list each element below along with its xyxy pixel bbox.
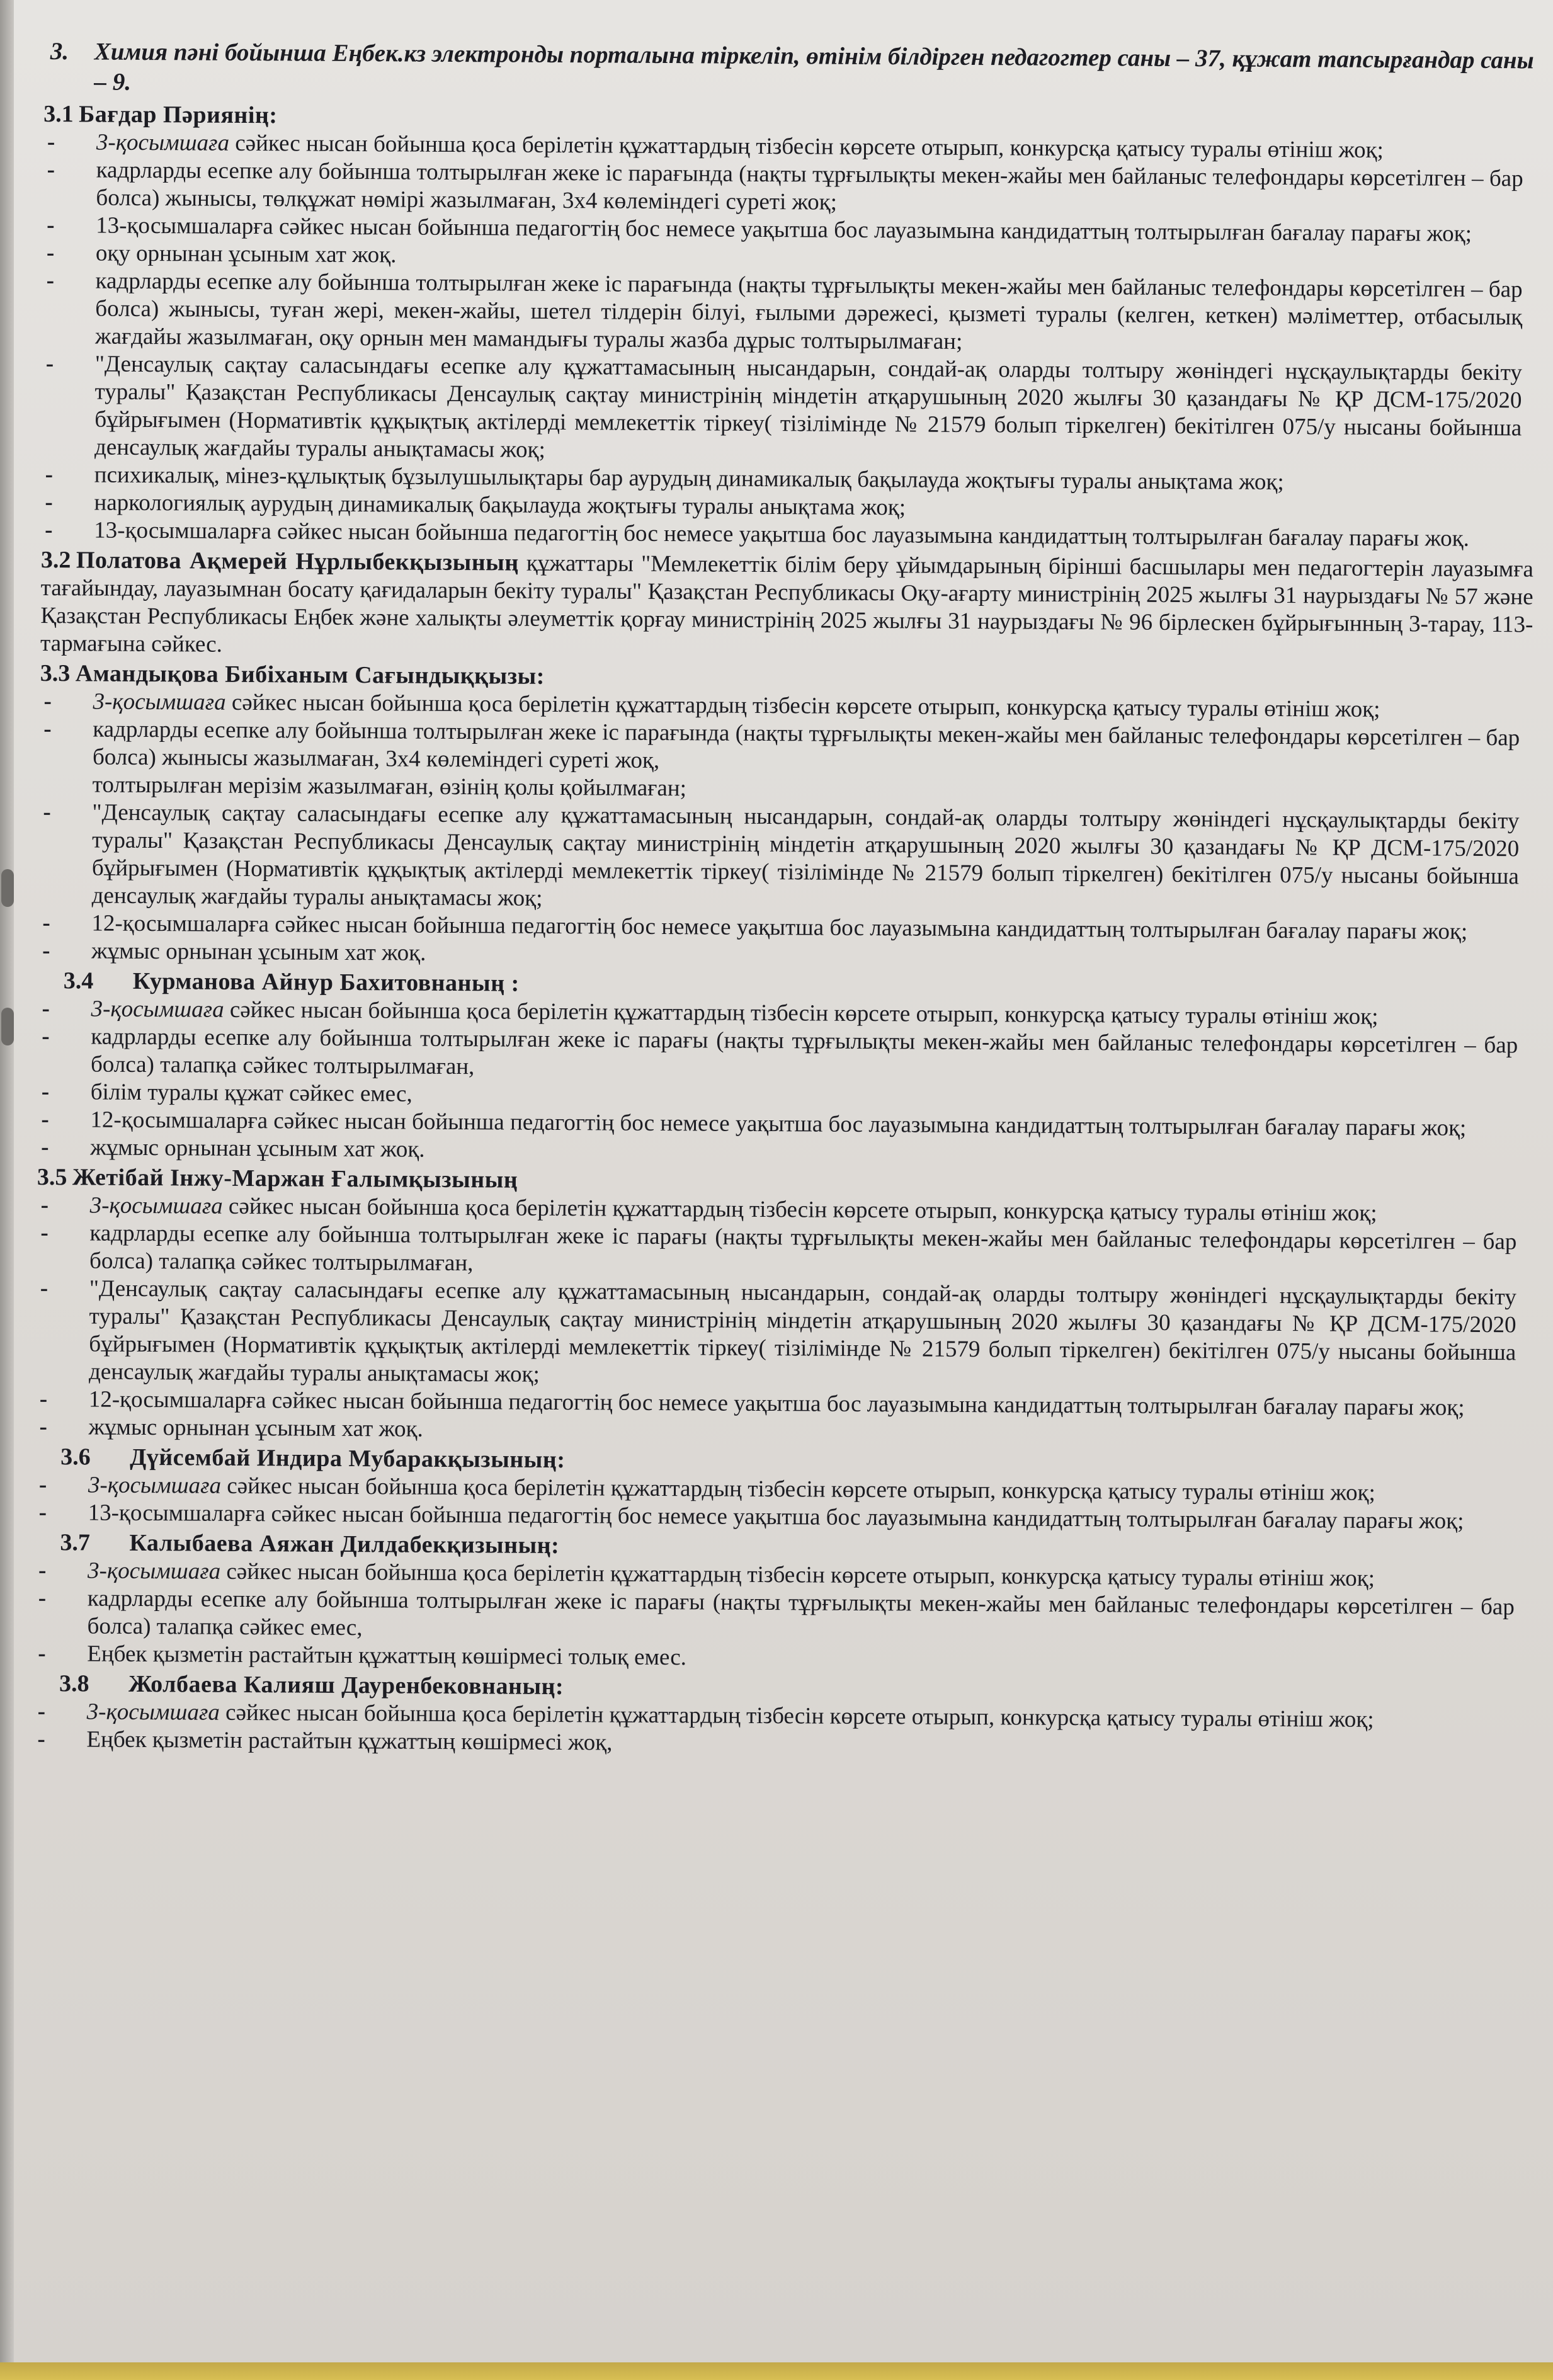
bullet-dash-icon: - xyxy=(40,1220,48,1246)
item-text: оқу орнынан ұсыным хат жоқ. xyxy=(95,240,397,268)
bullet-dash-icon: - xyxy=(47,157,55,183)
bullet-dash-icon: - xyxy=(46,240,55,266)
bullet-dash-icon: - xyxy=(45,517,53,544)
section-number: 3.8 xyxy=(59,1670,89,1697)
person-name: Жетібай Інжу-Маржан Ғалымқызының xyxy=(72,1164,518,1193)
heading-number: 3. xyxy=(50,38,69,65)
item-lead: 3-қосымшаға xyxy=(93,688,226,715)
list-item xyxy=(37,1219,1529,1284)
item-text: кадрларды есепке алу бойынша толтырылған жеке іс парағында (нақты тұрғылықты мекен-жайы мен байланыс телефондары көрсетілген – бар болса) жынысы жазылмаған, 3х4 көлеміндегі суреті жоқ, xyxy=(92,716,1520,773)
item-lead: 3-қосымшаға xyxy=(88,1472,222,1499)
bullet-dash-icon: - xyxy=(38,1557,47,1584)
section-block xyxy=(38,659,1533,974)
item-text: 12-қосымшаларға сәйкес нысан бойынша педагогтің бос немесе уақытша бос лауазымына кандидаттың толтырылған бағалау парағы жоқ; xyxy=(88,1386,1465,1421)
section-block xyxy=(37,966,1531,1170)
bullet-dash-icon: - xyxy=(42,910,50,937)
bullet-dash-icon: - xyxy=(47,212,55,239)
section-number: 3.2 xyxy=(40,546,71,574)
section-block xyxy=(34,1528,1527,1677)
item-text: жұмыс орнынан ұсыным хат жоқ. xyxy=(91,938,426,966)
document-body xyxy=(33,37,1537,1762)
section-number: 3.6 xyxy=(60,1443,91,1471)
bullet-dash-icon: - xyxy=(45,351,54,377)
item-text: сәйкес нысан бойынша қоса берілетін құжаттардың тізбесін көрсете отырып, конкурсқа қатысу туралы өтініш жоқ; xyxy=(222,1193,1377,1226)
item-text: кадрларды есепке алу бойынша толтырылған жеке іс парағы (нақты тұрғылықты мекен-жайы мен байланыс телефондары көрсетілген – бар болса) талапқа сәйкес емес, xyxy=(87,1585,1515,1641)
item-text: 12-қосымшаларға сәйкес нысан бойынша педагогтің бос немесе уақытша бос лауазымына кандидаттың толтырылған бағалау парағы жоқ; xyxy=(90,1107,1467,1141)
item-text: кадрларды есепке алу бойынша толтырылған жеке іс парағында (нақты тұрғылықты мекен-жайы мен байланыс телефондары көрсетілген – бар болса) жынысы, төлқұжат нөмірі жазылмаған, 3х4 көлеміндегі суреті жоқ; xyxy=(96,157,1523,215)
list-item xyxy=(43,156,1535,220)
section-number: 3.4 xyxy=(63,967,94,994)
item-text: білім туралы құжат сәйкес емес, xyxy=(90,1079,412,1107)
bullet-dash-icon: - xyxy=(38,1640,46,1667)
item-text: жұмыс орнынан ұсыным хат жоқ. xyxy=(90,1134,425,1163)
list-item xyxy=(38,1023,1530,1087)
item-text: Еңбек қызметін растайтын құжаттың көшірмесі жоқ, xyxy=(86,1726,613,1756)
list-item xyxy=(40,715,1532,780)
bullet-dash-icon: - xyxy=(43,688,52,715)
page-bottom-edge xyxy=(0,2362,1553,2380)
item-text: наркологиялық аурудың динамикалық бақылауда жоқтығы туралы анықтама жоқ; xyxy=(94,489,906,521)
binder-edge xyxy=(0,0,14,2380)
bullet-dash-icon: - xyxy=(37,1726,45,1753)
item-text: сәйкес нысан бойынша қоса берілетін құжаттардың тізбесін көрсете отырып, конкурсқа қатысу туралы өтініш жоқ; xyxy=(220,1472,1375,1506)
item-text: "Денсаулық сақтау саласындағы есепке алу құжаттамасының нысандарын, сондай-ақ оларды толтыру жөніндегі нұсқаулықтарды бекіту туралы" Қазақстан Республикасы Денсаулық сақтау министрінің міндетін атқарушының 2020 жылғы 30 қазандағы № ҚР ДСМ-175/2020 бұйрығымен (Нормативтік құқықтық актілерді мемлекеттік тіркеу( тізілімінде № 21579 болып тіркелген) бекітілген 075/у нысаны бойынша денсаулық жағдайы туралы анықтамасы жоқ; xyxy=(88,1275,1516,1387)
item-text: Еңбек қызметін растайтын құжаттың көшірмесі толық емес. xyxy=(87,1641,687,1671)
item-text: жұмыс орнынан ұсыным хат жоқ. xyxy=(88,1414,423,1442)
item-text: сәйкес нысан бойынша қоса берілетін құжаттардың тізбесін көрсете отырып, конкурсқа қатысу туралы өтініш жоқ; xyxy=(220,1558,1375,1591)
heading-text: Химия пәні бойынша Еңбек.кз электронды порталына тіркеліп, өтінім білдірген педагогтер саны – 37, құжат тапсырғандар саны – 9. xyxy=(94,38,1534,96)
list-item xyxy=(42,350,1535,470)
bullet-dash-icon: - xyxy=(40,1192,49,1219)
list-item xyxy=(42,267,1535,359)
item-lead: 3-қосымшаға xyxy=(91,996,224,1023)
section-number: 3.1 xyxy=(43,100,74,128)
item-text: психикалық, мінез-құлықтық бұзылушылықтары бар аурудың динамикалық бақылауда жоқтығы туралы анықтама жоқ; xyxy=(94,462,1284,496)
person-name: Амандықова Бибіханым Сағындыққызы: xyxy=(75,660,545,690)
bullet-dash-icon: - xyxy=(41,1079,50,1105)
bullet-dash-icon: - xyxy=(40,1275,48,1302)
section-block xyxy=(33,1669,1527,1762)
bullet-dash-icon: - xyxy=(46,268,55,294)
person-name: Калыбаева Аяжан Дилдабекқизының: xyxy=(129,1529,560,1559)
person-name: Дүйсембай Индира Мубаракқызының: xyxy=(130,1443,566,1474)
bullet-dash-icon: - xyxy=(37,1698,46,1725)
bullet-dash-icon: - xyxy=(45,462,54,488)
bullet-dash-icon: - xyxy=(41,1134,49,1161)
person-name: Бағдар Пәриянің: xyxy=(79,101,278,129)
list-item xyxy=(34,1585,1527,1649)
bullet-dash-icon: - xyxy=(42,938,50,964)
item-text: 13-қосымшаларға сәйкес нысан бойынша педагогтің бос немесе уақытша бос лауазымына кандидаттың толтырылған бағалау парағы жоқ; xyxy=(96,212,1472,247)
item-continuation: толтырылған мерізім жазылмаған, өзінің қолы қойылмаған; xyxy=(92,772,687,802)
item-text: сәйкес нысан бойынша қоса берілетін құжаттардың тізбесін көрсете отырып, конкурсқа қатысу туралы өтініш жоқ; xyxy=(219,1699,1374,1733)
item-lead: 3-қосымшаға xyxy=(87,1557,221,1585)
item-text: 13-қосымшаларға сәйкес нысан бойынша педагогтің бос немесе уақытша бос лауазымына кандидаттың толтырылған бағалау парағы жоқ; xyxy=(88,1500,1464,1534)
bullet-dash-icon: - xyxy=(47,129,55,156)
person-name: Полатова Ақмерей Нұрлыбекқызының xyxy=(76,547,519,576)
item-text: "Денсаулық сақтау саласындағы есепке алу құжаттамасының нысандарын, сондай-ақ оларды толтыру жөніндегі нұсқаулықтарды бекіту туралы" Қазақстан Республикасы Денсаулық сақтау министрінің міндетін атқарушының 2020 жылғы 30 қазандағы № ҚР ДСМ-175/2020 бұйрығымен (Нормативтік құқықтық актілерді мемлекеттік тіркеу( тізілімінде № 21579 болып тіркелген) бекітілген 075/у нысаны бойынша денсаулық жағдайы туралы анықтамасы жоқ; xyxy=(91,799,1520,911)
list-item xyxy=(36,1275,1529,1394)
item-lead: 3-қосымшаға xyxy=(86,1699,220,1726)
section-block xyxy=(35,1442,1528,1535)
bullet-dash-icon: - xyxy=(42,1023,50,1050)
sections-list xyxy=(33,100,1536,1762)
bullet-dash-icon: - xyxy=(43,799,51,826)
item-text: сәйкес нысан бойынша қоса берілетін құжаттардың тізбесін көрсете отырып, конкурсқа қатысу туралы өтініш жоқ; xyxy=(229,130,1384,163)
bullet-dash-icon: - xyxy=(42,996,50,1022)
section-paragraph xyxy=(40,545,1533,666)
bullet-dash-icon: - xyxy=(38,1471,47,1498)
bullet-dash-icon: - xyxy=(39,1386,48,1413)
person-name: Жолбаева Калияш Дауренбековнаның: xyxy=(128,1670,564,1700)
section-title xyxy=(41,547,519,576)
bullet-dash-icon: - xyxy=(45,489,53,516)
binder-ring xyxy=(1,869,14,907)
section-block xyxy=(40,545,1533,666)
bullet-dash-icon: - xyxy=(38,1585,47,1612)
item-text: кадрларды есепке алу бойынша толтырылған жеке іс парағында (нақты тұрғылықты мекен-жайы мен байланыс телефондары көрсетілген – бар болса) жынысы, туған жері, мекен-жайы, шетел тілдерін білуі, ғылыми дәрежесі, қызметі туралы (келген, кеткен) мәліметтер, отбасылық жағдайы жазылмаған, оқу орнын мен мамандығы туралы жазба дұрыс толтырылмаған; xyxy=(94,268,1523,355)
item-lead: 3-қосымшаға xyxy=(96,129,230,156)
person-name: Курманова Айнур Бахитовнаның : xyxy=(132,967,520,997)
paragraph-text: құжаттары "Мемлекеттік білім беру ұйымдарының бірінші басшылары мен педагогтерін лауазымға тағайындау, лауазымнан босату қағидаларын бекіту туралы" Қазақстан Республикасы Оқу-ағарту министрінің 2025 жылғы 31 наурыздағы № 57 және Қазақстан Республикасы Еңбек және халықты әлеуметтік қорғау министрінің 2025 жылғы 31 наурыздағы № 96 бірлескен бұйрығынның 3-тарау, 113-тармағына сәйкес. xyxy=(40,550,1534,658)
item-text: кадрларды есепке алу бойынша толтырылған жеке іс парағы (нақты тұрғылықты мекен-жайы мен байланыс телефондары көрсетілген – бар болса) талапқа сәйкес толтырылмаған, xyxy=(90,1023,1518,1080)
bullet-dash-icon: - xyxy=(41,1107,49,1133)
section-number: 3.7 xyxy=(60,1529,91,1556)
bullet-dash-icon: - xyxy=(39,1413,47,1440)
list-item xyxy=(39,799,1532,918)
bullet-dash-icon: - xyxy=(38,1499,47,1526)
item-text: сәйкес нысан бойынша қоса берілетін құжаттардың тізбесін көрсете отырып, конкурсқа қатысу туралы өтініш жоқ; xyxy=(225,689,1380,722)
section-block xyxy=(35,1163,1530,1450)
binder-ring xyxy=(1,1008,14,1045)
item-text: кадрларды есепке алу бойынша толтырылған жеке іс парағы (нақты тұрғылықты мекен-жайы мен байланыс телефондары көрсетілген – бар болса) талапқа сәйкес толтырылмаған, xyxy=(89,1220,1517,1277)
bullet-dash-icon: - xyxy=(43,716,52,743)
section-number: 3.5 xyxy=(37,1163,67,1191)
section-number: 3.3 xyxy=(40,659,71,687)
section-block xyxy=(41,100,1536,553)
item-lead: 3-қосымшаға xyxy=(89,1192,223,1219)
item-text: 13-қосымшаларға сәйкес нысан бойынша педагогтің бос немесе уақытша бос лауазымына кандидаттың толтырылған бағалау парағы жоқ. xyxy=(94,517,1470,552)
item-text: 12-қосымшаларға сәйкес нысан бойынша педагогтің бос немесе уақытша бос лауазымына кандидаттың толтырылған бағалау парағы жоқ; xyxy=(91,910,1468,945)
section-heading xyxy=(43,37,1537,106)
item-text: "Денсаулық сақтау саласындағы есепке алу құжаттамасының нысандарын, сондай-ақ оларды толтыру жөніндегі нұсқаулықтарды бекіту туралы" Қазақстан Республикасы Денсаулық сақтау министрінің міндетін атқарушының 2020 жылғы 30 қазандағы № ҚР ДСМ-175/2020 бұйрығымен (Нормативтік құқықтық актілерді мемлекеттік тіркеу( тізілімінде № 21579 болып тіркелген) бекітілген 075/у нысаны бойынша денсаулық жағдайы туралы анықтамасы жоқ; xyxy=(94,351,1522,463)
item-text: сәйкес нысан бойынша қоса берілетін құжаттардың тізбесін көрсете отырып, конкурсқа қатысу туралы өтініш жоқ; xyxy=(224,996,1379,1030)
